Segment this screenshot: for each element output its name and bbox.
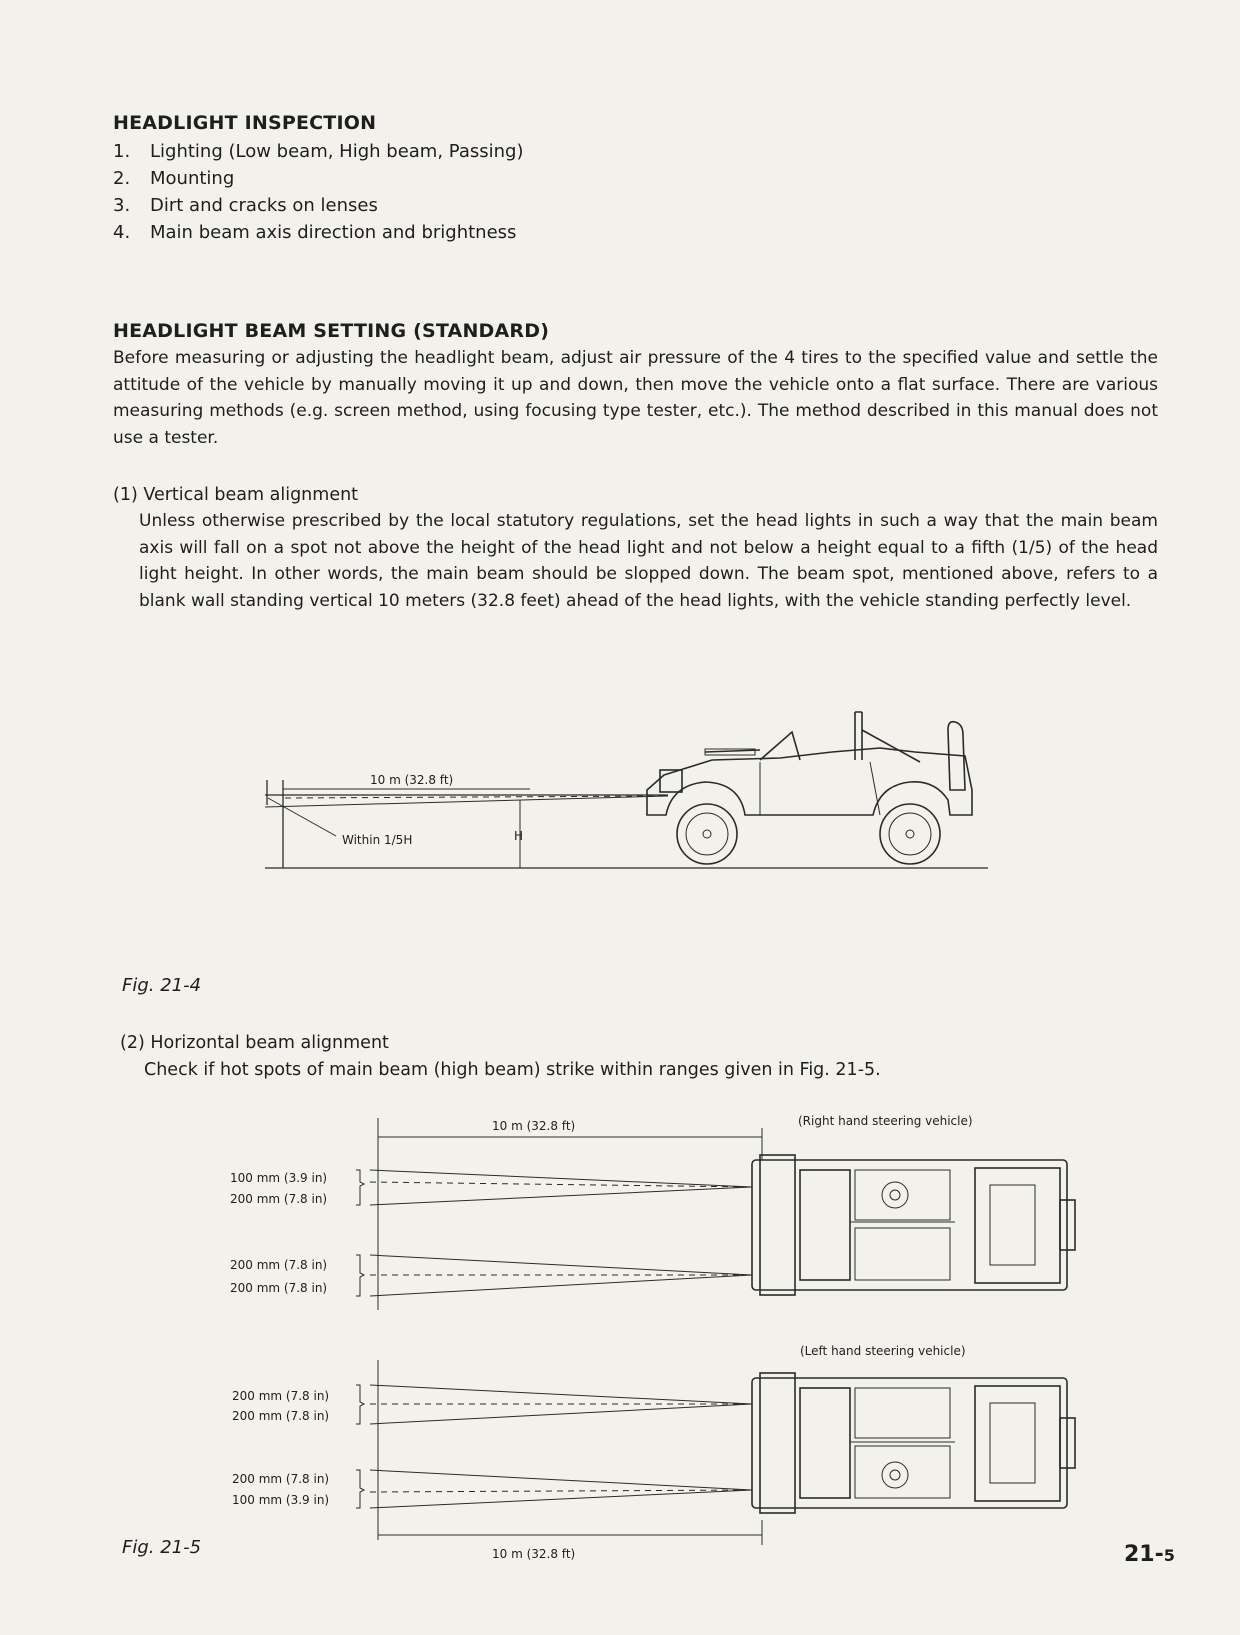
beam-setting-title: HEADLIGHT BEAM SETTING (STANDARD) bbox=[113, 320, 550, 342]
list-item: 3. Dirt and cracks on lenses bbox=[113, 195, 378, 216]
rhs-vehicle-top-view bbox=[752, 1155, 1075, 1295]
fig4-distance-label: 10 m (32.8 ft) bbox=[370, 773, 454, 787]
lhs-vehicle-label: (Left hand steering vehicle) bbox=[800, 1344, 966, 1358]
fig-21-4-caption: Fig. 21-4 bbox=[122, 975, 202, 996]
fig5-distance-bottom: 10 m (32.8 ft) bbox=[492, 1547, 576, 1561]
list-item: 2. Mounting bbox=[113, 168, 235, 189]
fig-21-5-caption: Fig. 21-5 bbox=[122, 1537, 202, 1558]
rhs-label-4: 200 mm (7.8 in) bbox=[230, 1281, 328, 1295]
beam-setting-intro: Before measuring or adjusting the headlight beam, adjust air pressure of the 4 tires to the specified value and settle the attitude of the vehicle by manually moving it up and down, then move the vehicle onto a flat surface. There are various measuring methods (e.g. screen method, using focusing type tester, etc.). The method described in this manual does not use a tester. bbox=[113, 348, 1158, 448]
fig5-distance-top: 10 m (32.8 ft) bbox=[492, 1119, 576, 1133]
lhs-vehicle-top-view bbox=[752, 1373, 1075, 1513]
vertical-alignment-text: Unless otherwise prescribed by the local statutory regulations, set the head lights in such a way that the main beam axis will fall on a spot not above the height of the head light and not below a height equal to a fifth (1/5) of the head light height. In other words, the main beam should be slopped down. The beam spot, mentioned above, refers to a blank wall standing vertical 10 meters (32.8 feet) ahead of the head lights, with the vehicle standing perfectly level. bbox=[139, 511, 1158, 611]
rhs-label-1: 100 mm (3.9 in) bbox=[230, 1171, 328, 1185]
horizontal-alignment-text: Check if hot spots of main beam (high beam) strike within ranges given in Fig. 21-5. bbox=[144, 1060, 881, 1080]
inspection-title: HEADLIGHT INSPECTION bbox=[113, 112, 377, 134]
page-number: 21-5 bbox=[1124, 1542, 1175, 1567]
list-item: 1. Lighting (Low beam, High beam, Passing) bbox=[113, 141, 524, 162]
fig4-within-label: Within 1/5H bbox=[342, 833, 413, 847]
lhs-label-3: 200 mm (7.8 in) bbox=[232, 1472, 330, 1486]
rhs-label-3: 200 mm (7.8 in) bbox=[230, 1258, 328, 1272]
list-item: 4. Main beam axis direction and brightness bbox=[113, 222, 517, 243]
steering-wheel-icon bbox=[882, 1462, 908, 1488]
lhs-label-2: 200 mm (7.8 in) bbox=[232, 1409, 330, 1423]
fig4-h-label: H bbox=[514, 829, 524, 843]
lhs-label-1: 200 mm (7.8 in) bbox=[232, 1389, 330, 1403]
lhs-label-4: 100 mm (3.9 in) bbox=[232, 1493, 330, 1507]
rhs-vehicle-label: (Right hand steering vehicle) bbox=[798, 1114, 973, 1128]
vertical-alignment-heading: (1) Vertical beam alignment bbox=[113, 485, 359, 505]
horizontal-alignment-heading: (2) Horizontal beam alignment bbox=[120, 1033, 389, 1053]
rhs-label-2: 200 mm (7.8 in) bbox=[230, 1192, 328, 1206]
steering-wheel-icon bbox=[882, 1182, 908, 1208]
